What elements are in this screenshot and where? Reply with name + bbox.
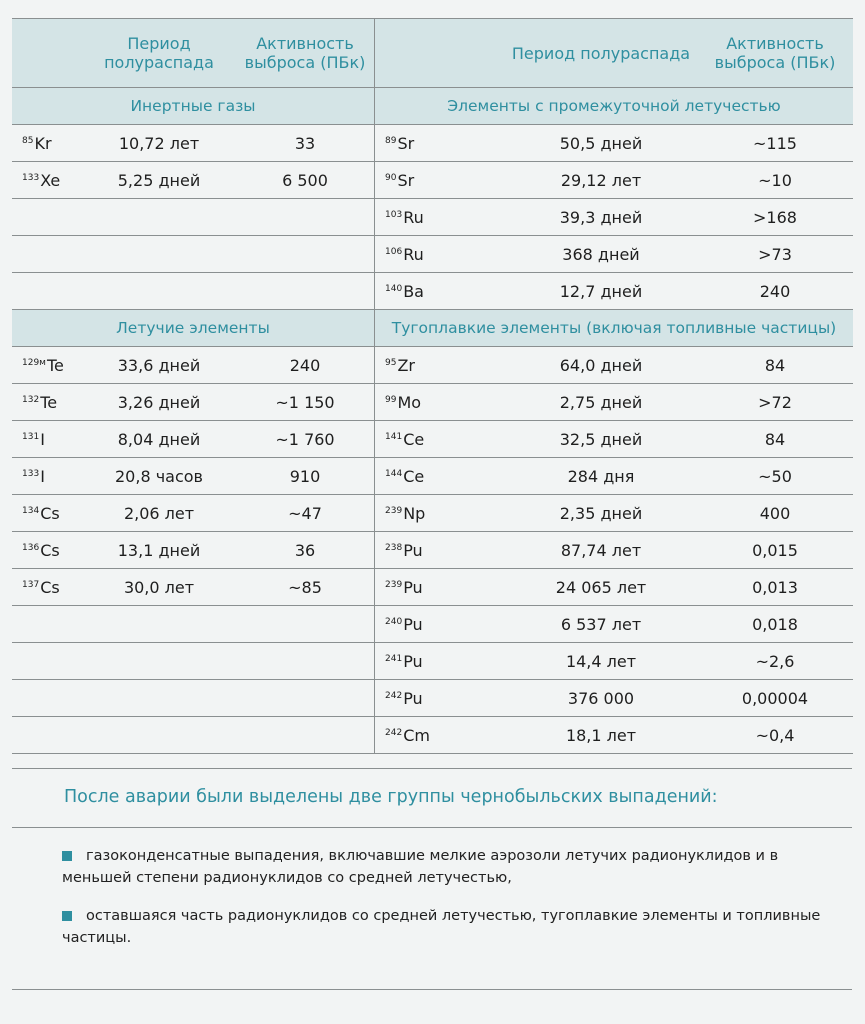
activity-value: ~1 760 xyxy=(275,429,335,449)
element-symbol: Cs xyxy=(40,540,60,560)
half-life-value: 13,1 дней xyxy=(117,540,201,560)
table-row xyxy=(12,532,374,569)
element-symbol: Ce xyxy=(403,429,425,449)
isotope xyxy=(12,393,82,412)
half-life-value: 20,8 часов xyxy=(115,466,203,486)
activity-value: 0,015 xyxy=(752,540,798,560)
half-life-value: 50,5 дней xyxy=(559,133,643,153)
half-life-value: 64,0 дней xyxy=(559,355,643,375)
table-row xyxy=(375,273,853,310)
half-life-value: 8,04 дней xyxy=(117,429,201,449)
isotope xyxy=(375,467,505,486)
table-row xyxy=(12,569,374,606)
divider xyxy=(12,827,852,828)
half-life-value: 30,0 лет xyxy=(123,577,195,597)
element-symbol: I xyxy=(40,429,45,449)
element-symbol: Ba xyxy=(403,281,424,301)
table-row xyxy=(12,236,374,273)
isotope xyxy=(12,134,82,153)
isotope xyxy=(375,393,505,412)
isotope xyxy=(12,171,82,190)
activity-value: ~0,4 xyxy=(755,725,795,745)
notes-heading: После аварии были выделены две группы чернобыльских выпадений: xyxy=(64,787,718,807)
element-symbol: Np xyxy=(403,503,426,523)
activity-value: ~10 xyxy=(758,170,792,190)
half-life-value: 33,6 дней xyxy=(117,355,201,375)
isotope xyxy=(375,134,505,153)
activity-value: 36 xyxy=(294,540,316,560)
isotope xyxy=(375,541,505,560)
mass-number: 136 xyxy=(22,542,40,553)
half-life-value: 2,75 дней xyxy=(559,392,643,412)
list-item xyxy=(12,845,852,889)
isotope xyxy=(12,208,82,227)
table-row xyxy=(12,162,374,199)
half-life-value: 29,12 лет xyxy=(560,170,642,190)
element-symbol: Te xyxy=(46,355,64,375)
activity-value: ~85 xyxy=(288,577,322,597)
activity-value: >168 xyxy=(753,207,797,227)
element-symbol: Pu xyxy=(403,577,423,597)
half-life-value: 2,06 лет xyxy=(123,503,195,523)
isotope xyxy=(375,171,505,190)
isotope xyxy=(12,282,82,301)
mass-number: 242 xyxy=(385,727,403,738)
table-row xyxy=(12,717,374,754)
list-item xyxy=(12,905,852,949)
nuclide-table xyxy=(12,18,852,754)
half-life-value: 6 537 лет xyxy=(560,614,642,634)
element-symbol: I xyxy=(40,466,45,486)
table-row xyxy=(375,162,853,199)
square-bullet-icon xyxy=(62,851,72,861)
element-symbol: Cs xyxy=(40,577,60,597)
half-life-value: 284 дня xyxy=(567,466,635,486)
isotope xyxy=(375,208,505,227)
mass-number: 133 xyxy=(22,468,40,479)
activity-value: 33 xyxy=(294,133,316,153)
half-life-header: Период полураспада xyxy=(511,43,691,63)
table-row xyxy=(375,421,853,458)
half-life-value: 18,1 лет xyxy=(565,725,637,745)
element-symbol: Te xyxy=(40,392,58,412)
mass-number: 240 xyxy=(385,616,403,627)
table-row xyxy=(12,606,374,643)
activity-value: 0,00004 xyxy=(741,688,809,708)
fallout-notes xyxy=(12,768,852,949)
mass-number: 85 xyxy=(22,135,34,146)
activity-value: >72 xyxy=(758,392,792,412)
element-symbol: Kr xyxy=(34,133,52,153)
mass-number: 103 xyxy=(385,209,403,220)
half-life-value: 368 дней xyxy=(562,244,640,264)
half-life-value: 10,72 лет xyxy=(118,133,200,153)
isotope xyxy=(375,245,505,264)
left-column-header xyxy=(12,18,374,88)
isotope xyxy=(375,615,505,634)
table-row xyxy=(12,347,374,384)
mass-number: 90 xyxy=(385,172,397,183)
table-row xyxy=(375,606,853,643)
isotope xyxy=(12,467,82,486)
right-table xyxy=(375,18,853,754)
half-life-value: 32,5 дней xyxy=(559,429,643,449)
element-symbol: Cs xyxy=(40,503,60,523)
table-row xyxy=(12,199,374,236)
table-row xyxy=(375,532,853,569)
half-life-value: 5,25 дней xyxy=(117,170,201,190)
element-symbol: Xe xyxy=(40,170,61,190)
mass-number: 106 xyxy=(385,246,403,257)
isotope xyxy=(12,541,82,560)
section-title: Летучие элементы xyxy=(12,310,374,347)
mass-number: 239 xyxy=(385,505,403,516)
activity-value: 84 xyxy=(764,429,786,449)
section-title: Элементы с промежуточной летучестью xyxy=(375,88,853,125)
half-life-value: 39,3 дней xyxy=(559,207,643,227)
activity-value: 400 xyxy=(759,503,791,523)
element-symbol: Sr xyxy=(397,133,415,153)
mass-number: 95 xyxy=(385,357,397,368)
section-title: Тугоплавкие элементы (включая топливные частицы) xyxy=(375,310,853,347)
activity-value: 240 xyxy=(759,281,791,301)
mass-number: 133 xyxy=(22,172,40,183)
table-row xyxy=(12,421,374,458)
mass-number: 132 xyxy=(22,394,40,405)
half-life-value: 12,7 дней xyxy=(559,281,643,301)
mass-number: 134 xyxy=(22,505,40,516)
mass-number: 129м xyxy=(22,357,46,368)
isotope xyxy=(375,356,505,375)
activity-value: 240 xyxy=(289,355,321,375)
square-bullet-icon xyxy=(62,911,72,921)
isotope xyxy=(375,652,505,671)
half-life-value: 2,35 дней xyxy=(559,503,643,523)
table-row xyxy=(12,125,374,162)
element-symbol: Ce xyxy=(403,466,425,486)
element-symbol: Zr xyxy=(397,355,415,375)
table-row xyxy=(375,125,853,162)
table-row xyxy=(12,643,374,680)
activity-value: ~115 xyxy=(753,133,797,153)
section-title: Инертные газы xyxy=(12,88,374,125)
activity-header: Активность выброса (ПБк) xyxy=(714,34,836,72)
isotope xyxy=(375,282,505,301)
table-row xyxy=(375,680,853,717)
element-symbol: Pu xyxy=(403,651,423,671)
activity-header: Активность выброса (ПБк) xyxy=(244,34,366,72)
isotope xyxy=(375,430,505,449)
activity-value: ~1 150 xyxy=(275,392,335,412)
half-life-value: 24 065 лет xyxy=(555,577,647,597)
half-life-value: 376 000 xyxy=(567,688,635,708)
element-symbol: Pu xyxy=(403,614,423,634)
activity-value: 0,018 xyxy=(752,614,798,634)
element-symbol: Ru xyxy=(403,244,424,264)
activity-value: ~2,6 xyxy=(755,651,795,671)
table-row xyxy=(12,384,374,421)
table-row xyxy=(375,347,853,384)
mass-number: 242 xyxy=(385,690,403,701)
isotope xyxy=(12,430,82,449)
isotope xyxy=(12,504,82,523)
left-table xyxy=(12,18,375,754)
half-life-value: 87,74 лет xyxy=(560,540,642,560)
table-row xyxy=(375,643,853,680)
element-symbol: Ru xyxy=(403,207,424,227)
table-row xyxy=(375,569,853,606)
table-row xyxy=(375,384,853,421)
isotope xyxy=(375,578,505,597)
mass-number: 241 xyxy=(385,653,403,664)
activity-value: 910 xyxy=(289,466,321,486)
mass-number: 141 xyxy=(385,431,403,442)
mass-number: 99 xyxy=(385,394,397,405)
isotope xyxy=(12,726,82,745)
isotope xyxy=(375,504,505,523)
element-symbol: Pu xyxy=(403,688,423,708)
right-sections xyxy=(375,88,853,754)
isotope xyxy=(12,578,82,597)
mass-number: 239 xyxy=(385,579,403,590)
isotope xyxy=(12,356,82,375)
activity-value: 84 xyxy=(764,355,786,375)
list-item-text: оставшаяся часть радионуклидов со средней летучестью, тугоплавкие элементы и топливные частицы. xyxy=(62,908,821,946)
element-symbol: Sr xyxy=(397,170,415,190)
activity-value: 0,013 xyxy=(752,577,798,597)
table-row xyxy=(12,458,374,495)
half-life-header: Период полураспада xyxy=(104,34,214,72)
table-row xyxy=(375,199,853,236)
half-life-value: 3,26 дней xyxy=(117,392,201,412)
table-row xyxy=(12,680,374,717)
isotope xyxy=(12,615,82,634)
element-symbol: Cm xyxy=(403,725,430,745)
table-row xyxy=(375,495,853,532)
right-column-header xyxy=(375,18,853,88)
mass-number: 140 xyxy=(385,283,403,294)
mass-number: 144 xyxy=(385,468,403,479)
isotope xyxy=(12,652,82,671)
list-item-text: газоконденсатные выпадения, включавшие мелкие аэрозоли летучих радионуклидов и в меньшей степени радионуклидов со средней летучестью, xyxy=(62,848,779,886)
isotope xyxy=(375,726,505,745)
table-row xyxy=(375,236,853,273)
element-symbol: Mo xyxy=(397,392,422,412)
table-row xyxy=(375,717,853,754)
left-sections xyxy=(12,88,374,754)
activity-value: 6 500 xyxy=(282,170,328,190)
mass-number: 137 xyxy=(22,579,40,590)
isotope xyxy=(12,245,82,264)
mass-number: 238 xyxy=(385,542,403,553)
mass-number: 131 xyxy=(22,431,40,442)
activity-value: >73 xyxy=(758,244,792,264)
table-row xyxy=(12,273,374,310)
table-row xyxy=(375,458,853,495)
half-life-value: 14,4 лет xyxy=(565,651,637,671)
isotope xyxy=(12,689,82,708)
element-symbol: Pu xyxy=(403,540,423,560)
table-row xyxy=(12,495,374,532)
isotope xyxy=(375,689,505,708)
activity-value: ~47 xyxy=(288,503,322,523)
activity-value: ~50 xyxy=(758,466,792,486)
divider xyxy=(12,989,852,990)
mass-number: 89 xyxy=(385,135,397,146)
